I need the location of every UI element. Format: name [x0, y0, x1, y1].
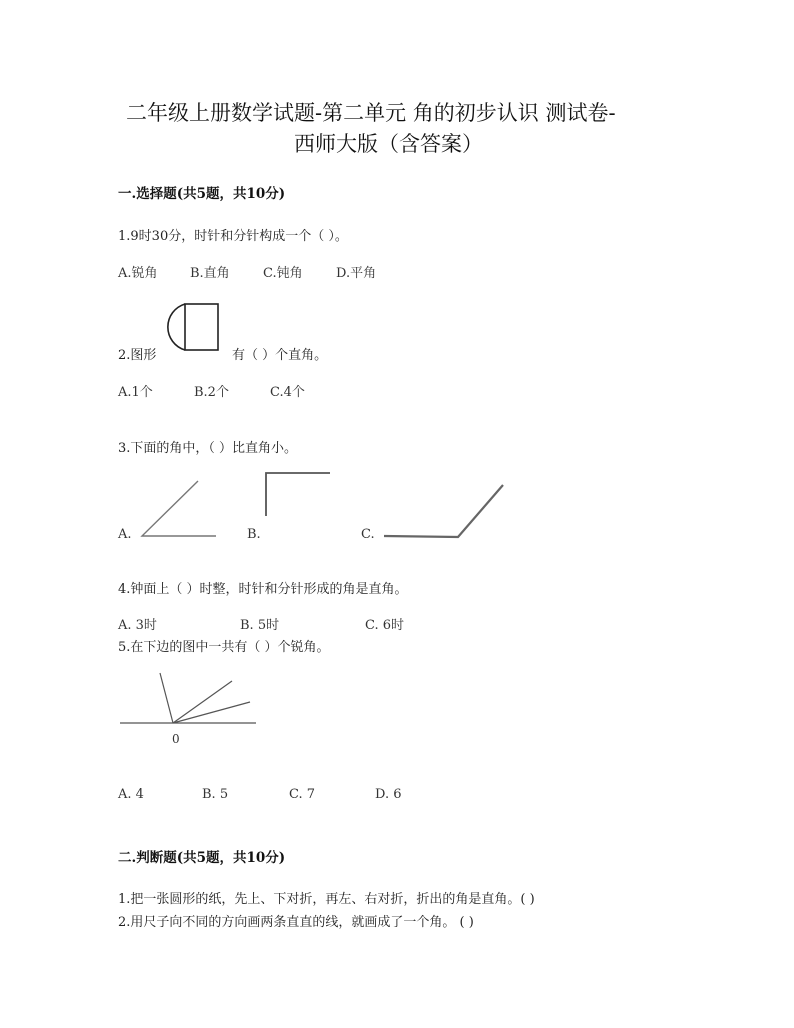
q3-label-b[interactable]: B. [247, 527, 261, 542]
q4-option-b[interactable]: B. 5时 [240, 618, 280, 633]
q1-text: 1.9时30分，时针和分针构成一个（ ）。 [118, 229, 348, 244]
q4-text: 4.钟面上（ ）时整，时针和分针形成的角是直角。 [118, 582, 408, 597]
q3-angle-a-figure [138, 478, 218, 538]
q5-rays-figure [118, 668, 258, 728]
q5-figure-label: 0 [172, 732, 180, 746]
q5-option-c[interactable]: C. 7 [289, 787, 316, 802]
q2-option-b[interactable]: B.2个 [194, 385, 229, 400]
q1-option-d[interactable]: D.平角 [336, 266, 377, 281]
q3-text: 3.下面的角中，（ ）比直角小。 [118, 441, 298, 456]
q2-prefix: 2.图形 [118, 348, 157, 363]
q5-option-a[interactable]: A. 4 [118, 787, 144, 802]
q1-option-a[interactable]: A.锐角 [118, 266, 158, 281]
q1-option-b[interactable]: B.直角 [190, 266, 230, 281]
q2-suffix: 有（ ）个直角。 [232, 348, 328, 363]
q5-option-d[interactable]: D. 6 [375, 787, 402, 802]
q4-option-c[interactable]: C. 6时 [365, 618, 405, 633]
q3-angle-c-figure [382, 482, 510, 540]
section-2-q2-text: 2.用尺子向不同的方向画两条直直的线，就画成了一个角。 ( ) [118, 915, 474, 930]
q2-option-c[interactable]: C.4个 [270, 385, 305, 400]
title-line-2: 西师大版（含答案） [294, 132, 483, 156]
q5-option-b[interactable]: B. 5 [202, 787, 229, 802]
q3-label-c[interactable]: C. [361, 527, 375, 542]
q3-label-a[interactable]: A. [118, 527, 132, 542]
section-1-heading: 一.选择题(共5题，共10分) [118, 186, 286, 202]
q2-option-a[interactable]: A.1个 [118, 385, 153, 400]
title-line-1: 二年级上册数学试题-第二单元 角的初步认识 测试卷- [126, 101, 616, 125]
section-2-q1-text: 1.把一张圆形的纸，先上、下对折，再左、右对折，折出的角是直角。( ) [118, 892, 535, 907]
q1-option-c[interactable]: C.钝角 [263, 266, 303, 281]
q3-angle-b-figure [262, 470, 334, 518]
q5-text: 5.在下边的图中一共有（ ）个锐角。 [118, 640, 330, 655]
q4-option-a[interactable]: A. 3时 [118, 618, 157, 633]
q2-figure-semicircle-rectangle [160, 301, 224, 353]
section-2-heading: 二.判断题(共5题，共10分) [118, 850, 286, 866]
